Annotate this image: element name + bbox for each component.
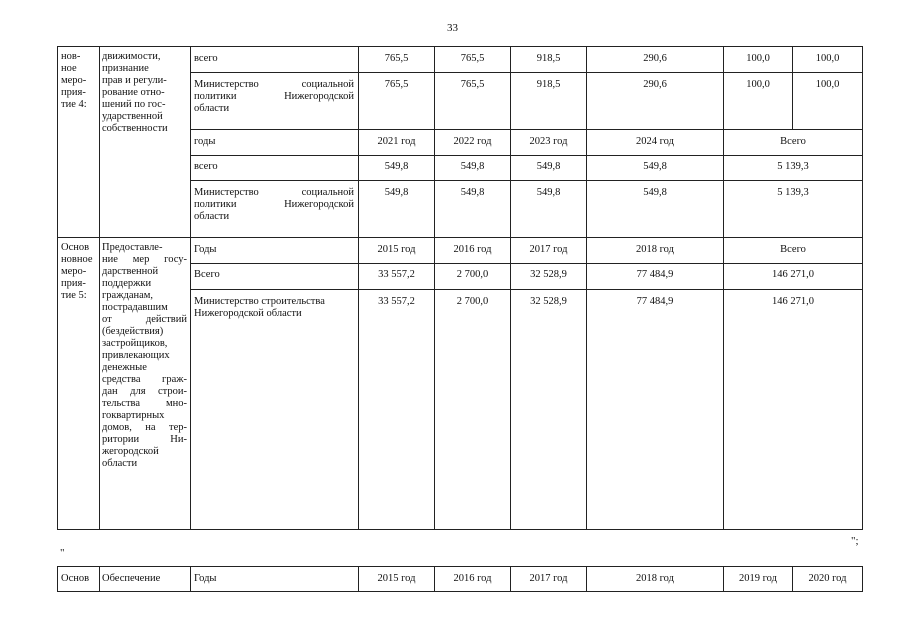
table1-cell: 918,5: [536, 79, 561, 90]
table1-col1-line: тие 4:: [61, 99, 87, 110]
table1-col1-line: ное: [61, 63, 77, 74]
table2-cell: 77 484,9: [636, 296, 674, 307]
table1-total: 5 139,3: [777, 187, 809, 198]
table1-col2-line: шений по гос-: [102, 99, 166, 110]
table2-col2-line: застройщиков,: [102, 338, 168, 349]
table3-year: 2018 год: [636, 573, 674, 584]
table2-col2-line: дан для строи-: [102, 386, 187, 397]
table3-row-label: Годы: [194, 573, 217, 584]
table2-col2-line: от действий: [102, 314, 187, 325]
table1-cell: 290,6: [643, 53, 667, 64]
table2-col2-line: гоквартирных: [102, 410, 165, 421]
table1-row-label: Министерство социальной: [194, 187, 354, 198]
table1-cell: 100,0: [815, 79, 840, 90]
table2-col1-line: тие 5:: [61, 290, 87, 301]
table3-year: 2019 год: [739, 573, 777, 584]
table2-year: 2016 год: [453, 244, 492, 255]
table1-row-label: годы: [194, 136, 216, 147]
opening-quote-mark: ": [60, 547, 65, 559]
table1-year: 2022 год: [453, 136, 492, 147]
table2-row-label: Всего: [194, 269, 220, 280]
table2-cell: 32 528,9: [530, 296, 567, 307]
table1-cell: 765,5: [384, 79, 409, 90]
table1-row-label: политики Нижегородской: [194, 199, 354, 210]
table1-col1-line: меро-: [61, 75, 87, 86]
table2-col2-line: денежные: [102, 362, 147, 373]
table2-total: 146 271,0: [772, 269, 814, 280]
table3-year: 2020 год: [808, 573, 847, 584]
table3-year: 2015 год: [377, 573, 416, 584]
table1-row-label: Министерство социальной: [194, 79, 354, 90]
table2-row-label: Нижегородской области: [194, 308, 302, 319]
table1-row-label: всего: [194, 53, 218, 64]
table2-col1-line: прия-: [61, 278, 86, 289]
table1-col2-line: признание: [102, 63, 149, 74]
table2-col2-line: средства граж-: [102, 374, 187, 385]
table2-col2-line: пострадавшим: [102, 302, 168, 313]
table1-cell: 549,8: [643, 161, 667, 172]
page-number: 33: [447, 22, 458, 34]
table2-col2-line: домов, на тер-: [102, 422, 187, 433]
table2-col2-line: ние мер госу-: [102, 254, 187, 265]
table2-cell: 33 557,2: [378, 296, 415, 307]
table2-total: 146 271,0: [772, 296, 814, 307]
table1-col1-line: прия-: [61, 87, 86, 98]
table2-col2-line: жегородской: [102, 446, 159, 457]
table1-cell: 100,0: [746, 53, 770, 64]
table1-cell: 765,5: [460, 53, 485, 64]
table1-total: 5 139,3: [777, 161, 809, 172]
table1-cell: 100,0: [815, 53, 840, 64]
table1-cell: 549,8: [643, 187, 667, 198]
table2-col1-line: Основ: [61, 242, 90, 253]
table2-cell: 32 528,9: [530, 269, 567, 280]
table2-row-label: Министерство строительства: [194, 296, 325, 307]
table1-row-label: области: [194, 211, 230, 222]
table2-col2-line: дарственной: [102, 266, 159, 277]
table2-col1-line: новное: [61, 254, 93, 265]
table2-col2-line: Предоставле-: [102, 242, 163, 253]
table2-cell: 2 700,0: [456, 269, 489, 280]
table2-year: 2015 год: [377, 244, 416, 255]
table1-cell: 549,8: [384, 161, 409, 172]
table2-year: 2017 год: [529, 244, 568, 255]
table2-col2-line: привлекающих: [102, 350, 170, 361]
table1-cell: 549,8: [384, 187, 409, 198]
table2-col1-line: меро-: [61, 266, 87, 277]
table1-col2-line: ударственной: [102, 111, 163, 122]
table1-cell: 290,6: [643, 79, 667, 90]
table1-cell: 918,5: [536, 53, 561, 64]
table1-row-label: всего: [194, 161, 218, 172]
table2-col2-line: гражданам,: [102, 290, 154, 301]
table1-cell: 549,8: [536, 161, 561, 172]
table1-cell: 765,5: [384, 53, 409, 64]
table2-col2-line: поддержки: [102, 278, 152, 289]
table2-cell: 77 484,9: [636, 269, 674, 280]
table1-cell: 100,0: [746, 79, 770, 90]
table3-year: 2016 год: [453, 573, 492, 584]
table1-col2-line: прав и регули-: [102, 75, 167, 86]
closing-quote-mark: ";: [851, 535, 859, 547]
table1-year: 2024 год: [636, 136, 674, 147]
table1-row-label: политики Нижегородской: [194, 91, 354, 102]
table1-cell: 549,8: [536, 187, 561, 198]
table1-col2-line: движимости,: [102, 51, 161, 62]
table1-col1-line: нов-: [61, 51, 81, 62]
table1-total-header: Всего: [780, 136, 806, 147]
table2-year: 2018 год: [636, 244, 674, 255]
table2-col2-line: тельства мно-: [102, 398, 187, 409]
table2-col2-line: области: [102, 458, 138, 469]
table2-col2-line: (бездействия): [102, 326, 164, 337]
table1-cell: 549,8: [460, 161, 485, 172]
table3-col1: Основ: [61, 573, 90, 584]
table1-cell: 549,8: [460, 187, 485, 198]
table1-cell: 765,5: [460, 79, 485, 90]
table3-col2: Обеспечение: [102, 573, 161, 584]
table1-col2-line: собственности: [102, 123, 168, 134]
table3-year: 2017 год: [529, 573, 568, 584]
table1-year: 2021 год: [377, 136, 416, 147]
table1-col2-line: рование отно-: [102, 87, 165, 98]
table2-col2-line: ритории Ни-: [102, 434, 187, 445]
table1-row-label: области: [194, 103, 230, 114]
table1-year: 2023 год: [529, 136, 568, 147]
table2-total-header: Всего: [780, 244, 806, 255]
table2-cell: 2 700,0: [456, 296, 489, 307]
table2-cell: 33 557,2: [378, 269, 415, 280]
table2-row-label: Годы: [194, 244, 217, 255]
